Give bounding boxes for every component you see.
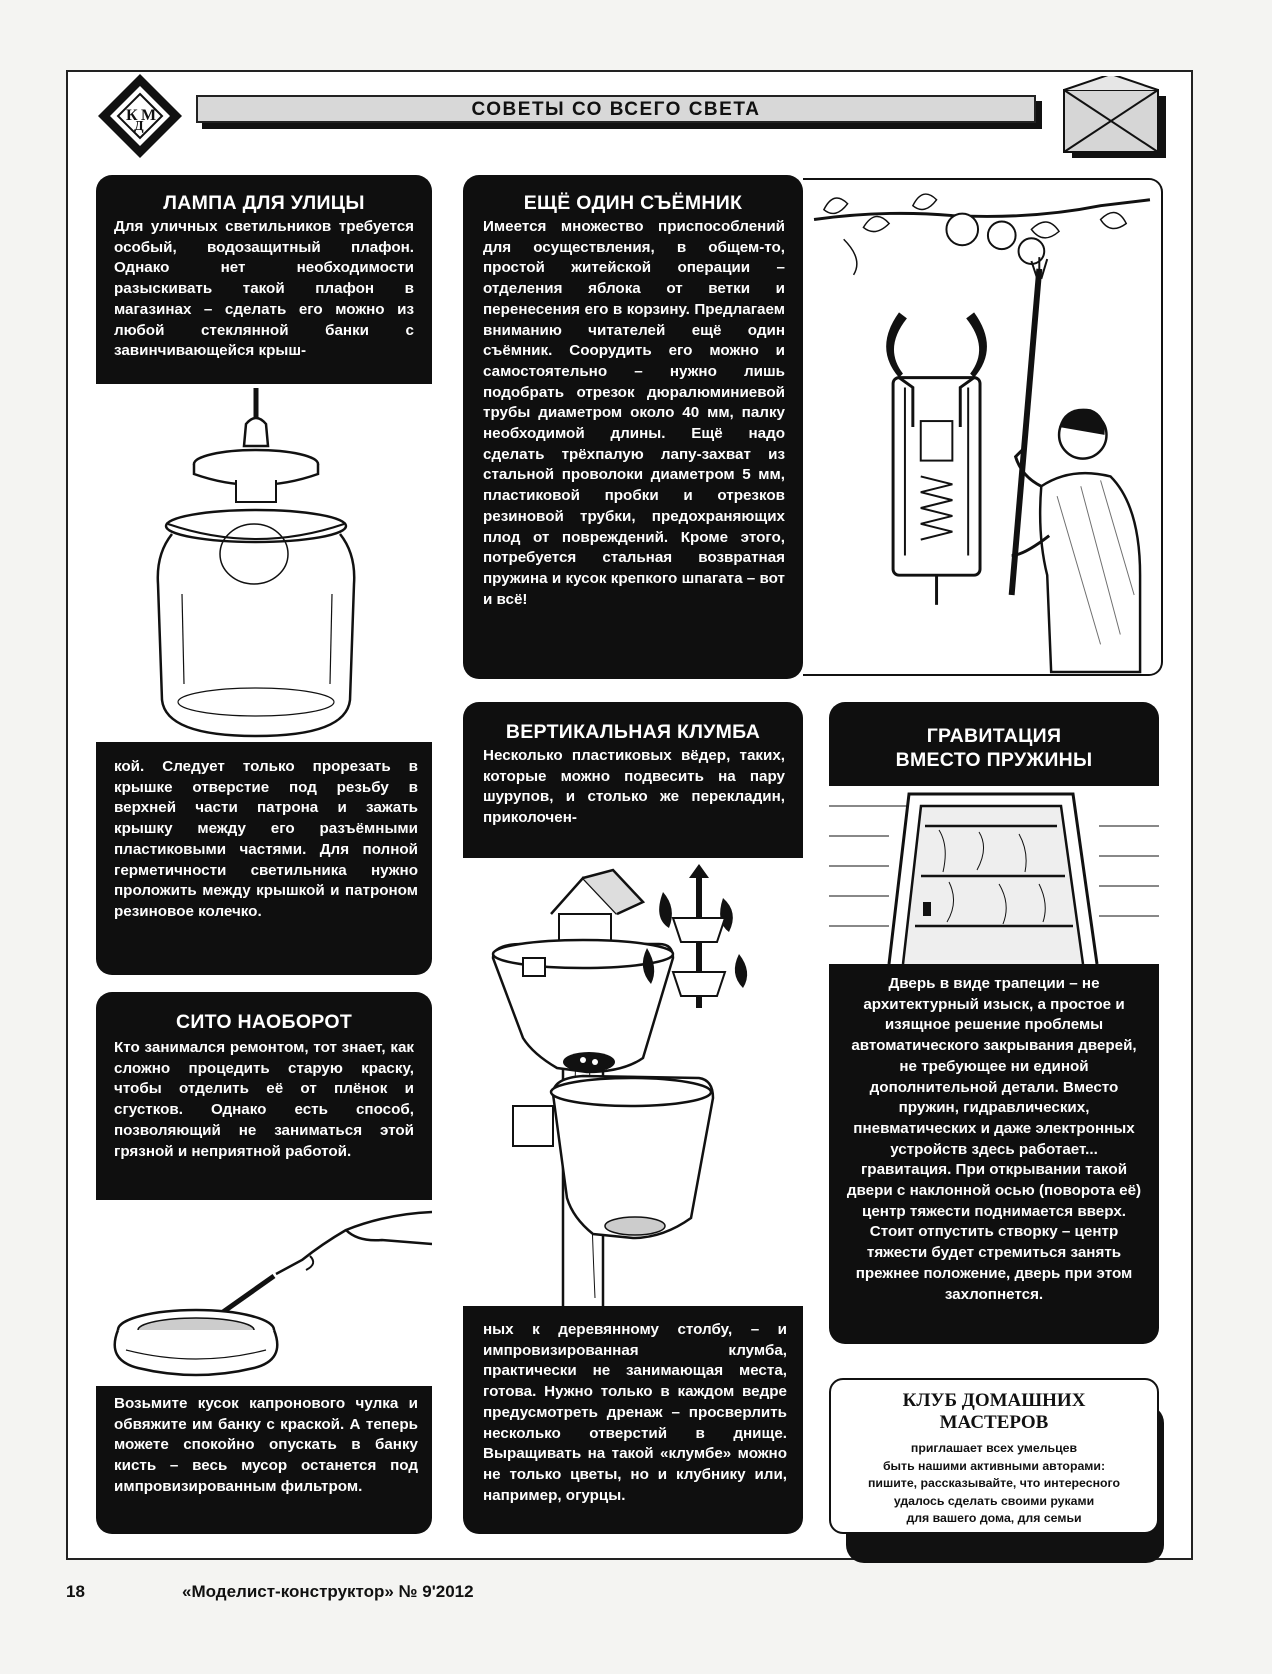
club-text <box>831 1440 1157 1528</box>
sieve-title: СИТО НАОБОРОТ <box>175 1011 353 1033</box>
trapezoid-door-illustration <box>829 786 1159 964</box>
club-text-line1: приглашает всех умельцев <box>910 1441 1078 1455</box>
club-title-line2: МАСТЕРОВ <box>939 1412 1049 1433</box>
sieve-text-bottom: Возьмите кусок капронового чулка и обвяжите им банку с краской. А теперь можете спокойно опускать в банку кисть – весь мусор останется под импровизированным фильтром. <box>114 1395 418 1495</box>
flowerbed-text-top: Несколько пластиковых вёдер, таких, которые можно подвесить на пару шурупов, и столько же перекладин, приколочен- <box>483 747 785 827</box>
sieve-text-top: Кто занимался ремонтом, тот знает, как сложно процедить старую краску, чтобы отделить её от плёнок и сгустков. Однако есть способ, позволяющий не заниматься этой грязной и неприятной работой. <box>114 1039 414 1160</box>
remover-text: Имеется множество приспособлений для осуществления, в общем-то, простой житейской операции – отделения яблока от ветки и перенесения его в корзину. Предлагаем вниманию читателей ещё один съёмник. Соорудить его можно и самостоятельно – нужно лишь подобрать отрезок дюралюминиевой трубы диаметром около 40 мм, палку необходимой длины. Ещё надо сделать трёхпалую лапу-захват из стальной проволоки диаметром 5 мм, пластиковой пробки и отрезков резиновой трубки, предохраняющих плод от повреждений. Кроме этого, потребуется стальная возвратная пружина и кусок крепкого шпагата – вот и всё! <box>483 218 785 608</box>
lamp-title: ЛАМПА ДЛЯ УЛИЦЫ <box>163 192 365 214</box>
apple-picker-illustration <box>803 178 1163 676</box>
svg-text:К: К <box>126 107 138 124</box>
gravity-text: Дверь в виде трапеции – не архитектурный изыск, а простое и изящное решение проблемы автоматического закрывания дверей, не требующее ни единой дополнительной детали. Вместо пружин, гидравлических, пневматических и даже электронных устройств здесь работает... гравитация. При открывании такой двери с наклонной осью (поворота её) центр тяжести поднимается вверх. Стоит отпустить створку – центр тяжести будет стремиться занять прежнее положение, дверь при этом захлопнется. <box>846 975 1142 1303</box>
kdm-logo <box>96 72 184 160</box>
envelope-icon <box>1062 76 1168 160</box>
header-bar <box>196 95 1036 123</box>
club-text-line3: пишите, рассказывайте, что интересного <box>868 1476 1120 1490</box>
page-number: 18 <box>66 1582 85 1601</box>
club-text-line5: для вашего дома, для семьи <box>906 1511 1082 1525</box>
paint-sieve-illustration <box>96 1200 432 1386</box>
gravity-title-line2: ВМЕСТО ПРУЖИНЫ <box>895 749 1093 771</box>
section-title: СОВЕТЫ СО ВСЕГО СВЕТА <box>471 99 761 120</box>
lamp-text-top: Для уличных светильников требуется особый, водозащитный плафон. Однако нет необходимости разыскивать такой плафон в магазинах – сделать его можно из любой стеклянной банки с завинчивающейся крыш- <box>114 218 414 360</box>
svg-text:М: М <box>141 107 157 124</box>
lamp-text-bottom: кой. Следует только прорезать в крышке отверстие под резьбу в верхней части патрона и зажать крышку между его разъёмными пластиковыми частями. Для полной герметичности светильника нужно проложить между крышкой и патроном резиновое колечко. <box>114 758 418 920</box>
club-text-line4: удалось сделать своими руками <box>893 1493 1095 1508</box>
remover-title: ЕЩЁ ОДИН СЪЁМНИК <box>523 192 743 214</box>
magazine-issue: «Моделист-конструктор» № 9'2012 <box>182 1582 474 1601</box>
club-title-line1: КЛУБ ДОМАШНИХ <box>902 1390 1086 1411</box>
lamp-jar-illustration <box>96 384 432 742</box>
gravity-title-line1: ГРАВИТАЦИЯ <box>926 725 1062 747</box>
vertical-flowerbed-illustration <box>463 858 803 1306</box>
club-text-line2: быть нашими активными авторами: <box>882 1458 1106 1473</box>
svg-text:Д: Д <box>134 119 144 134</box>
flowerbed-text-bottom: ных к деревянному столбу, – и импровизированная клумба, практически не занимающая места, готова. Нужно только в каждом ведре предусмотреть дренаж – просверлить несколько отверстий в днище. Выращивать на такой «клумбе» можно не только цветы, но и клубнику или, например, огурцы. <box>483 1321 787 1504</box>
remover-card <box>463 175 803 679</box>
club-box <box>829 1378 1159 1534</box>
flowerbed-title: ВЕРТИКАЛЬНАЯ КЛУМБА <box>505 721 761 743</box>
